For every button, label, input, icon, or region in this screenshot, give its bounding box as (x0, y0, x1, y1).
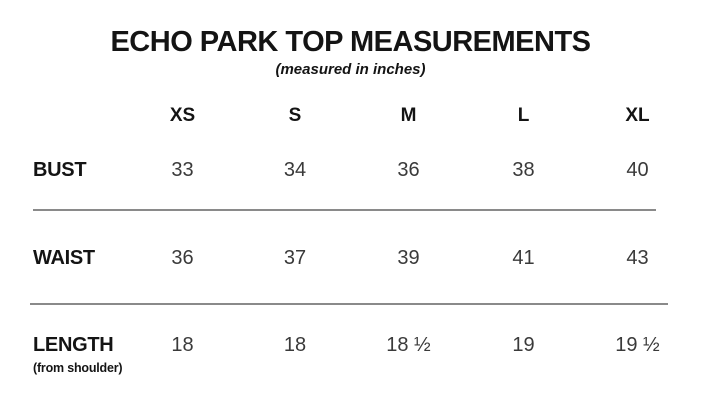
waist-value-l: 41 (512, 246, 535, 269)
waist-value-xs: 36 (171, 246, 194, 269)
table-row-length (30, 333, 695, 357)
size-header-s: S (288, 105, 302, 126)
waist-value-xl: 43 (626, 246, 649, 269)
measurements-table (30, 104, 695, 357)
table-row-bust (30, 158, 695, 182)
bust-value-xl: 40 (626, 158, 649, 181)
size-header-xl: XL (625, 105, 650, 126)
waist-value-s: 37 (283, 246, 307, 269)
length-value-m: 18 ½ (386, 333, 431, 356)
bust-value-s: 34 (283, 158, 307, 181)
size-header-m: M (400, 105, 417, 126)
bust-value-xs: 33 (171, 158, 194, 181)
row-divider (33, 209, 656, 211)
length-value-s: 18 (283, 333, 307, 356)
size-header-row (30, 104, 695, 128)
row-label-waist: WAIST (33, 246, 95, 269)
waist-value-m: 39 (397, 246, 420, 269)
length-value-xs: 18 (171, 333, 194, 356)
row-divider (30, 303, 668, 305)
row-label-length: LENGTH (33, 333, 114, 356)
size-chart-page (0, 26, 701, 401)
bust-value-l: 38 (512, 158, 535, 181)
length-value-xl: 19 ½ (615, 333, 660, 356)
page-title: ECHO PARK TOP MEASUREMENTS (110, 26, 591, 58)
row-label-bust: BUST (33, 158, 87, 181)
row-sublabel-from-shoulder: (from shoulder) (33, 361, 123, 375)
table-row-waist (30, 246, 695, 270)
length-value-l: 19 (512, 333, 535, 356)
bust-value-m: 36 (397, 158, 420, 181)
page-subtitle: (measured in inches) (275, 61, 426, 78)
size-header-l: L (517, 105, 530, 126)
size-header-xs: XS (169, 105, 196, 126)
